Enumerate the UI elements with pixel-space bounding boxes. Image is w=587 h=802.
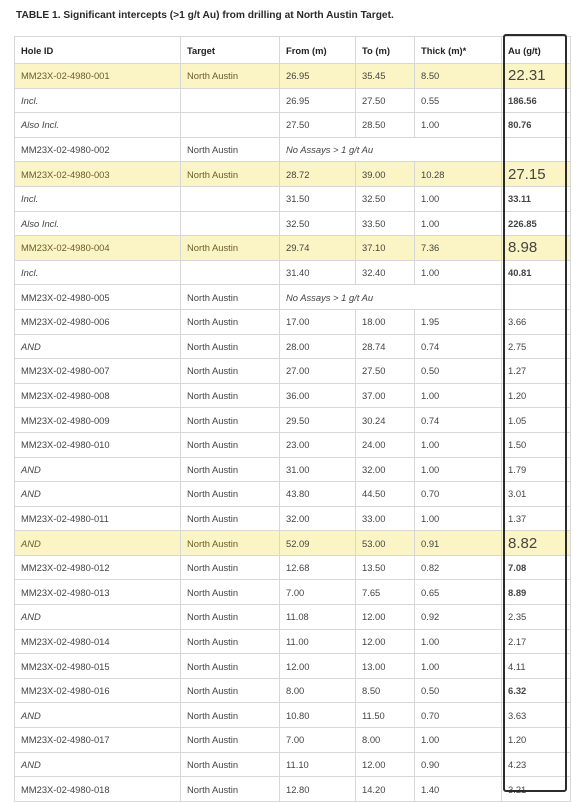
cell-target: North Austin: [181, 703, 280, 728]
cell-au: 3.66: [502, 309, 571, 334]
cell-target: [181, 186, 280, 211]
cell-target: [181, 211, 280, 236]
cell-au: 4.11: [502, 654, 571, 679]
cell-thick: 0.65: [415, 580, 502, 605]
cell-hole-id: MM23X-02-4980-003: [15, 162, 181, 187]
cell-from: 28.00: [280, 334, 356, 359]
cell-thick: 0.70: [415, 482, 502, 507]
cell-from: 52.09: [280, 531, 356, 556]
cell-au: 3.63: [502, 703, 571, 728]
header-au: Au (g/t): [502, 37, 571, 64]
cell-au: 7.08: [502, 555, 571, 580]
cell-thick: 0.74: [415, 408, 502, 433]
table-body: [15, 64, 571, 802]
table-row: [15, 64, 571, 89]
header-thick: Thick (m)*: [415, 37, 502, 64]
cell-to: 32.40: [356, 260, 415, 285]
cell-target: North Austin: [181, 64, 280, 89]
intercepts-table: [14, 36, 571, 802]
cell-from: 11.10: [280, 752, 356, 777]
cell-from: 29.74: [280, 236, 356, 261]
cell-au: 1.27: [502, 359, 571, 384]
cell-hole-id: Incl.: [15, 186, 181, 211]
cell-au: 6.32: [502, 678, 571, 703]
cell-from: 26.95: [280, 64, 356, 89]
cell-to: 37.00: [356, 383, 415, 408]
cell-hole-id: MM23X-02-4980-011: [15, 506, 181, 531]
cell-to: 28.50: [356, 113, 415, 138]
table-row: [15, 186, 571, 211]
cell-to: 27.50: [356, 359, 415, 384]
cell-hole-id: MM23X-02-4980-004: [15, 236, 181, 261]
cell-target: North Austin: [181, 408, 280, 433]
table-row: [15, 236, 571, 261]
table-row: [15, 728, 571, 753]
cell-thick: 0.82: [415, 555, 502, 580]
cell-thick: 0.92: [415, 605, 502, 630]
cell-thick: 0.90: [415, 752, 502, 777]
header-row: [15, 37, 571, 64]
cell-thick: 0.91: [415, 531, 502, 556]
table-row: [15, 113, 571, 138]
cell-hole-id: MM23X-02-4980-007: [15, 359, 181, 384]
cell-to: 12.00: [356, 629, 415, 654]
cell-to: 33.50: [356, 211, 415, 236]
cell-target: North Austin: [181, 654, 280, 679]
cell-to: 12.00: [356, 752, 415, 777]
cell-au: [502, 137, 571, 162]
cell-to: 11.50: [356, 703, 415, 728]
cell-au: 1.79: [502, 457, 571, 482]
cell-target: North Austin: [181, 334, 280, 359]
cell-hole-id: AND: [15, 703, 181, 728]
cell-hole-id: MM23X-02-4980-006: [15, 309, 181, 334]
cell-hole-id: MM23X-02-4980-018: [15, 777, 181, 802]
cell-target: [181, 113, 280, 138]
table-row: [15, 432, 571, 457]
cell-au: 3.21: [502, 777, 571, 802]
cell-au: 80.76: [502, 113, 571, 138]
cell-thick: 1.00: [415, 432, 502, 457]
cell-hole-id: MM23X-02-4980-002: [15, 137, 181, 162]
table-row: [15, 309, 571, 334]
cell-from: 7.00: [280, 728, 356, 753]
cell-thick: 0.70: [415, 703, 502, 728]
cell-target: [181, 88, 280, 113]
cell-to: 32.00: [356, 457, 415, 482]
header-to: To (m): [356, 37, 415, 64]
cell-from: 32.00: [280, 506, 356, 531]
cell-hole-id: AND: [15, 334, 181, 359]
table-row: [15, 88, 571, 113]
cell-from: 36.00: [280, 383, 356, 408]
cell-to: 24.00: [356, 432, 415, 457]
table-row: [15, 555, 571, 580]
table-row: [15, 260, 571, 285]
cell-to: 53.00: [356, 531, 415, 556]
cell-from: 11.00: [280, 629, 356, 654]
header-hole-id: Hole ID: [15, 37, 181, 64]
cell-au: 4.23: [502, 752, 571, 777]
cell-target: North Austin: [181, 580, 280, 605]
cell-to: 27.50: [356, 88, 415, 113]
cell-thick: 1.95: [415, 309, 502, 334]
cell-from: 32.50: [280, 211, 356, 236]
cell-to: 7.65: [356, 580, 415, 605]
header-from: From (m): [280, 37, 356, 64]
table-row: [15, 359, 571, 384]
table-row: [15, 605, 571, 630]
cell-hole-id: MM23X-02-4980-016: [15, 678, 181, 703]
cell-hole-id: Incl.: [15, 88, 181, 113]
cell-au: 1.37: [502, 506, 571, 531]
cell-to: 8.50: [356, 678, 415, 703]
cell-to: 13.00: [356, 654, 415, 679]
cell-to: 28.74: [356, 334, 415, 359]
table-row: [15, 752, 571, 777]
cell-au: 22.31: [502, 64, 571, 89]
cell-to: 37.10: [356, 236, 415, 261]
cell-thick: 0.55: [415, 88, 502, 113]
header-target: Target: [181, 37, 280, 64]
cell-hole-id: MM23X-02-4980-015: [15, 654, 181, 679]
cell-au: [502, 285, 571, 310]
table-row: [15, 531, 571, 556]
cell-hole-id: AND: [15, 457, 181, 482]
cell-from: 10.80: [280, 703, 356, 728]
cell-target: [181, 260, 280, 285]
cell-hole-id: MM23X-02-4980-010: [15, 432, 181, 457]
table-row: [15, 137, 571, 162]
cell-hole-id: MM23X-02-4980-014: [15, 629, 181, 654]
cell-target: North Austin: [181, 555, 280, 580]
cell-to: 8.00: [356, 728, 415, 753]
cell-note: No Assays > 1 g/t Au: [280, 285, 502, 310]
cell-au: 3.01: [502, 482, 571, 507]
cell-hole-id: AND: [15, 482, 181, 507]
cell-au: 27.15: [502, 162, 571, 187]
cell-hole-id: Also Incl.: [15, 211, 181, 236]
cell-thick: 0.50: [415, 678, 502, 703]
cell-target: North Austin: [181, 752, 280, 777]
cell-hole-id: MM23X-02-4980-005: [15, 285, 181, 310]
table-row: [15, 506, 571, 531]
cell-au: 1.05: [502, 408, 571, 433]
cell-from: 29.50: [280, 408, 356, 433]
table-row: [15, 383, 571, 408]
cell-from: 31.00: [280, 457, 356, 482]
cell-thick: 1.40: [415, 777, 502, 802]
cell-from: 12.00: [280, 654, 356, 679]
cell-to: 32.50: [356, 186, 415, 211]
cell-hole-id: AND: [15, 605, 181, 630]
cell-target: North Austin: [181, 285, 280, 310]
cell-target: North Austin: [181, 482, 280, 507]
table-row: [15, 457, 571, 482]
cell-hole-id: MM23X-02-4980-009: [15, 408, 181, 433]
cell-thick: 1.00: [415, 457, 502, 482]
cell-au: 8.82: [502, 531, 571, 556]
cell-au: 1.20: [502, 728, 571, 753]
cell-target: North Austin: [181, 678, 280, 703]
cell-thick: 1.00: [415, 113, 502, 138]
cell-target: North Austin: [181, 629, 280, 654]
cell-from: 12.68: [280, 555, 356, 580]
cell-thick: 7.36: [415, 236, 502, 261]
cell-hole-id: MM23X-02-4980-001: [15, 64, 181, 89]
cell-from: 17.00: [280, 309, 356, 334]
cell-hole-id: AND: [15, 752, 181, 777]
cell-target: North Austin: [181, 728, 280, 753]
cell-thick: 0.50: [415, 359, 502, 384]
cell-au: 2.75: [502, 334, 571, 359]
cell-thick: 1.00: [415, 186, 502, 211]
table-title: TABLE 1. Significant intercepts (>1 g/t Au) from drilling at North Austin Target.: [16, 10, 394, 21]
cell-hole-id: Also Incl.: [15, 113, 181, 138]
table-row: [15, 162, 571, 187]
table-row: [15, 211, 571, 236]
cell-thick: 1.00: [415, 654, 502, 679]
cell-au: 1.20: [502, 383, 571, 408]
cell-au: 33.11: [502, 186, 571, 211]
cell-thick: 10.28: [415, 162, 502, 187]
table-row: [15, 703, 571, 728]
cell-target: North Austin: [181, 506, 280, 531]
cell-hole-id: MM23X-02-4980-012: [15, 555, 181, 580]
cell-thick: 1.00: [415, 728, 502, 753]
cell-target: North Austin: [181, 137, 280, 162]
cell-au: 8.98: [502, 236, 571, 261]
cell-to: 12.00: [356, 605, 415, 630]
cell-thick: 0.74: [415, 334, 502, 359]
table-row: [15, 777, 571, 802]
cell-hole-id: Incl.: [15, 260, 181, 285]
cell-au: 8.89: [502, 580, 571, 605]
cell-to: 39.00: [356, 162, 415, 187]
cell-from: 31.40: [280, 260, 356, 285]
cell-target: North Austin: [181, 531, 280, 556]
cell-to: 44.50: [356, 482, 415, 507]
cell-thick: 1.00: [415, 211, 502, 236]
cell-to: 33.00: [356, 506, 415, 531]
cell-au: 40.81: [502, 260, 571, 285]
cell-from: 27.00: [280, 359, 356, 384]
cell-from: 11.08: [280, 605, 356, 630]
cell-to: 18.00: [356, 309, 415, 334]
cell-thick: 1.00: [415, 506, 502, 531]
cell-from: 23.00: [280, 432, 356, 457]
table-row: [15, 285, 571, 310]
cell-hole-id: MM23X-02-4980-017: [15, 728, 181, 753]
cell-from: 12.80: [280, 777, 356, 802]
cell-from: 7.00: [280, 580, 356, 605]
cell-from: 8.00: [280, 678, 356, 703]
table-row: [15, 629, 571, 654]
cell-from: 28.72: [280, 162, 356, 187]
cell-thick: 1.00: [415, 629, 502, 654]
cell-target: North Austin: [181, 236, 280, 261]
table-row: [15, 482, 571, 507]
cell-au: 2.35: [502, 605, 571, 630]
table-row: [15, 408, 571, 433]
cell-au: 1.50: [502, 432, 571, 457]
cell-to: 14.20: [356, 777, 415, 802]
cell-hole-id: AND: [15, 531, 181, 556]
cell-target: North Austin: [181, 309, 280, 334]
cell-to: 30.24: [356, 408, 415, 433]
cell-from: 31.50: [280, 186, 356, 211]
cell-au: 186.56: [502, 88, 571, 113]
cell-target: North Austin: [181, 432, 280, 457]
cell-thick: 1.00: [415, 383, 502, 408]
cell-from: 43.80: [280, 482, 356, 507]
cell-note: No Assays > 1 g/t Au: [280, 137, 502, 162]
cell-from: 26.95: [280, 88, 356, 113]
cell-target: North Austin: [181, 162, 280, 187]
cell-to: 35.45: [356, 64, 415, 89]
cell-target: North Austin: [181, 383, 280, 408]
cell-target: North Austin: [181, 777, 280, 802]
cell-target: North Austin: [181, 457, 280, 482]
cell-to: 13.50: [356, 555, 415, 580]
table-row: [15, 678, 571, 703]
cell-thick: 8.50: [415, 64, 502, 89]
cell-from: 27.50: [280, 113, 356, 138]
cell-hole-id: MM23X-02-4980-013: [15, 580, 181, 605]
table-row: [15, 580, 571, 605]
cell-au: 2.17: [502, 629, 571, 654]
cell-thick: 1.00: [415, 260, 502, 285]
cell-hole-id: MM23X-02-4980-008: [15, 383, 181, 408]
table-row: [15, 334, 571, 359]
cell-target: North Austin: [181, 605, 280, 630]
cell-au: 226.85: [502, 211, 571, 236]
cell-target: North Austin: [181, 359, 280, 384]
table-row: [15, 654, 571, 679]
